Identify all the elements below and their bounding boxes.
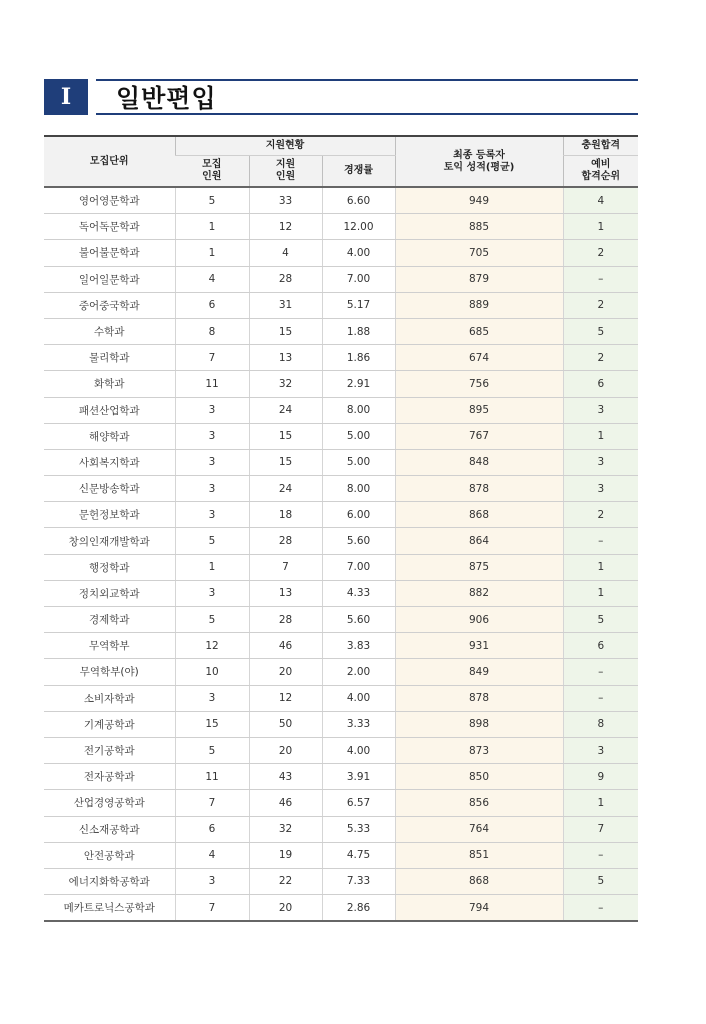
table-row [44, 790, 638, 816]
table-body [44, 187, 638, 921]
cell-applicants: 20 [249, 895, 322, 922]
cell-applicants: 50 [249, 711, 322, 737]
cell-ratio: 6.00 [322, 502, 395, 528]
cell-applicants: 18 [249, 502, 322, 528]
cell-quota: 11 [175, 371, 249, 397]
cell-ratio: 6.57 [322, 790, 395, 816]
cell-department: 전기공학과 [44, 737, 175, 763]
cell-quota: 3 [175, 423, 249, 449]
cell-toeic-average: 864 [395, 528, 563, 554]
table-row [44, 633, 638, 659]
cell-quota: 3 [175, 685, 249, 711]
cell-waitlist-rank: 3 [563, 476, 638, 502]
cell-quota: 15 [175, 711, 249, 737]
cell-waitlist-rank: 2 [563, 502, 638, 528]
cell-waitlist-rank: – [563, 842, 638, 868]
cell-applicants: 19 [249, 842, 322, 868]
cell-applicants: 32 [249, 816, 322, 842]
cell-applicants: 22 [249, 868, 322, 894]
table-row [44, 528, 638, 554]
table-row [44, 371, 638, 397]
cell-toeic-average: 851 [395, 842, 563, 868]
table-row [44, 449, 638, 475]
cell-department: 기계공학과 [44, 711, 175, 737]
table-row [44, 895, 638, 922]
table-row [44, 868, 638, 894]
cell-toeic-average: 850 [395, 764, 563, 790]
table-row [44, 685, 638, 711]
cell-ratio: 7.00 [322, 266, 395, 292]
cell-toeic-average: 931 [395, 633, 563, 659]
cell-waitlist-rank: 3 [563, 737, 638, 763]
cell-department: 수학과 [44, 318, 175, 344]
cell-waitlist-rank: – [563, 685, 638, 711]
cell-waitlist-rank: 6 [563, 633, 638, 659]
cell-waitlist-rank: 2 [563, 240, 638, 266]
cell-toeic-average: 878 [395, 685, 563, 711]
cell-ratio: 5.00 [322, 423, 395, 449]
cell-ratio: 5.00 [322, 449, 395, 475]
cell-waitlist-rank: 2 [563, 292, 638, 318]
cell-department: 무역학부(야) [44, 659, 175, 685]
cell-applicants: 4 [249, 240, 322, 266]
header-unit: 모집단위 [44, 136, 175, 187]
cell-waitlist-rank: 9 [563, 764, 638, 790]
cell-quota: 1 [175, 554, 249, 580]
cell-ratio: 8.00 [322, 397, 395, 423]
cell-applicants: 28 [249, 607, 322, 633]
cell-waitlist-rank: – [563, 266, 638, 292]
cell-ratio: 3.91 [322, 764, 395, 790]
cell-toeic-average: 849 [395, 659, 563, 685]
table-row [44, 423, 638, 449]
cell-quota: 12 [175, 633, 249, 659]
cell-toeic-average: 764 [395, 816, 563, 842]
table-row [44, 292, 638, 318]
cell-applicants: 13 [249, 580, 322, 606]
cell-waitlist-rank: 1 [563, 790, 638, 816]
cell-department: 창의인재개발학과 [44, 528, 175, 554]
cell-applicants: 33 [249, 187, 322, 214]
cell-waitlist-rank: 8 [563, 711, 638, 737]
cell-quota: 11 [175, 764, 249, 790]
cell-waitlist-rank: 3 [563, 397, 638, 423]
cell-department: 메카트로닉스공학과 [44, 895, 175, 922]
cell-applicants: 28 [249, 266, 322, 292]
cell-applicants: 32 [249, 371, 322, 397]
cell-applicants: 31 [249, 292, 322, 318]
cell-waitlist-rank: 7 [563, 816, 638, 842]
cell-toeic-average: 873 [395, 737, 563, 763]
table-row [44, 659, 638, 685]
cell-waitlist-rank: 1 [563, 554, 638, 580]
cell-waitlist-rank: – [563, 659, 638, 685]
cell-ratio: 6.60 [322, 187, 395, 214]
cell-quota: 3 [175, 580, 249, 606]
cell-waitlist-rank: 5 [563, 868, 638, 894]
cell-toeic-average: 685 [395, 318, 563, 344]
cell-ratio: 4.33 [322, 580, 395, 606]
cell-department: 산업경영공학과 [44, 790, 175, 816]
cell-ratio: 2.86 [322, 895, 395, 922]
cell-quota: 10 [175, 659, 249, 685]
cell-toeic-average: 856 [395, 790, 563, 816]
cell-toeic-average: 756 [395, 371, 563, 397]
cell-waitlist-rank: – [563, 895, 638, 922]
cell-toeic-average: 767 [395, 423, 563, 449]
cell-applicants: 46 [249, 790, 322, 816]
cell-ratio: 4.00 [322, 685, 395, 711]
cell-ratio: 3.33 [322, 711, 395, 737]
cell-department: 문헌정보학과 [44, 502, 175, 528]
table-row [44, 554, 638, 580]
cell-department: 행정학과 [44, 554, 175, 580]
cell-ratio: 4.75 [322, 842, 395, 868]
cell-department: 안전공학과 [44, 842, 175, 868]
cell-department: 화학과 [44, 371, 175, 397]
cell-department: 신소재공학과 [44, 816, 175, 842]
cell-department: 일어일문학과 [44, 266, 175, 292]
cell-quota: 3 [175, 502, 249, 528]
cell-waitlist-rank: 1 [563, 423, 638, 449]
cell-quota: 5 [175, 187, 249, 214]
cell-quota: 5 [175, 737, 249, 763]
cell-waitlist-rank: 2 [563, 345, 638, 371]
cell-department: 영어영문학과 [44, 187, 175, 214]
cell-department: 독어독문학과 [44, 214, 175, 240]
cell-department: 해양학과 [44, 423, 175, 449]
table-row [44, 737, 638, 763]
cell-ratio: 4.00 [322, 240, 395, 266]
cell-applicants: 20 [249, 737, 322, 763]
table-row [44, 711, 638, 737]
cell-toeic-average: 879 [395, 266, 563, 292]
cell-toeic-average: 885 [395, 214, 563, 240]
cell-quota: 8 [175, 318, 249, 344]
cell-quota: 3 [175, 449, 249, 475]
cell-applicants: 46 [249, 633, 322, 659]
cell-ratio: 5.60 [322, 528, 395, 554]
cell-department: 패션산업학과 [44, 397, 175, 423]
cell-ratio: 5.17 [322, 292, 395, 318]
cell-quota: 1 [175, 214, 249, 240]
cell-applicants: 28 [249, 528, 322, 554]
cell-department: 전자공학과 [44, 764, 175, 790]
cell-toeic-average: 898 [395, 711, 563, 737]
cell-toeic-average: 868 [395, 502, 563, 528]
cell-department: 소비자학과 [44, 685, 175, 711]
cell-toeic-average: 868 [395, 868, 563, 894]
cell-toeic-average: 878 [395, 476, 563, 502]
cell-quota: 7 [175, 895, 249, 922]
header-rule-bottom [96, 113, 638, 115]
cell-ratio: 4.00 [322, 737, 395, 763]
cell-ratio: 2.91 [322, 371, 395, 397]
cell-quota: 7 [175, 790, 249, 816]
cell-department: 신문방송학과 [44, 476, 175, 502]
table-row [44, 580, 638, 606]
cell-applicants: 20 [249, 659, 322, 685]
cell-toeic-average: 889 [395, 292, 563, 318]
header-applications: 지원현황 [175, 136, 395, 156]
cell-applicants: 12 [249, 685, 322, 711]
cell-ratio: 7.33 [322, 868, 395, 894]
cell-quota: 3 [175, 476, 249, 502]
cell-waitlist-rank: 1 [563, 580, 638, 606]
table-row [44, 397, 638, 423]
cell-department: 경제학과 [44, 607, 175, 633]
cell-department: 무역학부 [44, 633, 175, 659]
cell-applicants: 24 [249, 476, 322, 502]
cell-ratio: 8.00 [322, 476, 395, 502]
table-row [44, 764, 638, 790]
cell-quota: 6 [175, 292, 249, 318]
cell-waitlist-rank: 1 [563, 214, 638, 240]
header-toeic: 최종 등록자 토익 성적(평균) [395, 136, 563, 187]
table-row [44, 842, 638, 868]
cell-quota: 1 [175, 240, 249, 266]
cell-waitlist-rank: 6 [563, 371, 638, 397]
cell-quota: 7 [175, 345, 249, 371]
cell-ratio: 5.33 [322, 816, 395, 842]
cell-toeic-average: 949 [395, 187, 563, 214]
cell-ratio: 7.00 [322, 554, 395, 580]
cell-waitlist-rank: 5 [563, 318, 638, 344]
table-row [44, 502, 638, 528]
cell-quota: 4 [175, 266, 249, 292]
cell-applicants: 15 [249, 318, 322, 344]
table-row [44, 240, 638, 266]
cell-ratio: 3.83 [322, 633, 395, 659]
cell-applicants: 15 [249, 449, 322, 475]
table-row [44, 266, 638, 292]
table-row [44, 816, 638, 842]
cell-ratio: 1.86 [322, 345, 395, 371]
cell-waitlist-rank: 5 [563, 607, 638, 633]
cell-applicants: 12 [249, 214, 322, 240]
cell-department: 정치외교학과 [44, 580, 175, 606]
table-row [44, 187, 638, 214]
cell-ratio: 1.88 [322, 318, 395, 344]
cell-department: 중어중국학과 [44, 292, 175, 318]
cell-applicants: 7 [249, 554, 322, 580]
cell-toeic-average: 906 [395, 607, 563, 633]
cell-waitlist-rank: 3 [563, 449, 638, 475]
cell-department: 물리학과 [44, 345, 175, 371]
table-row [44, 318, 638, 344]
cell-toeic-average: 848 [395, 449, 563, 475]
cell-department: 에너지화학공학과 [44, 868, 175, 894]
cell-department: 사회복지학과 [44, 449, 175, 475]
table-row [44, 214, 638, 240]
cell-toeic-average: 674 [395, 345, 563, 371]
cell-quota: 3 [175, 868, 249, 894]
cell-quota: 6 [175, 816, 249, 842]
cell-applicants: 43 [249, 764, 322, 790]
table-row [44, 476, 638, 502]
admission-results-table [44, 135, 638, 922]
table-header [44, 136, 638, 187]
table-row [44, 607, 638, 633]
cell-applicants: 13 [249, 345, 322, 371]
cell-quota: 4 [175, 842, 249, 868]
cell-applicants: 15 [249, 423, 322, 449]
cell-applicants: 24 [249, 397, 322, 423]
cell-toeic-average: 705 [395, 240, 563, 266]
cell-quota: 3 [175, 397, 249, 423]
section-header [44, 79, 638, 115]
cell-quota: 5 [175, 607, 249, 633]
header-waitlist: 예비 합격순위 [563, 156, 638, 188]
header-additional: 충원합격 [563, 136, 638, 156]
cell-toeic-average: 875 [395, 554, 563, 580]
cell-quota: 5 [175, 528, 249, 554]
cell-ratio: 5.60 [322, 607, 395, 633]
section-title: 일반편입 [116, 84, 217, 113]
cell-toeic-average: 882 [395, 580, 563, 606]
cell-ratio: 12.00 [322, 214, 395, 240]
section-number-badge: I [44, 79, 88, 115]
cell-waitlist-rank: 4 [563, 187, 638, 214]
cell-toeic-average: 794 [395, 895, 563, 922]
cell-ratio: 2.00 [322, 659, 395, 685]
header-ratio: 경쟁률 [322, 156, 395, 188]
table-row [44, 345, 638, 371]
cell-toeic-average: 895 [395, 397, 563, 423]
header-applicants: 지원 인원 [249, 156, 322, 188]
cell-department: 불어불문학과 [44, 240, 175, 266]
header-quota: 모집 인원 [175, 156, 249, 188]
cell-waitlist-rank: – [563, 528, 638, 554]
